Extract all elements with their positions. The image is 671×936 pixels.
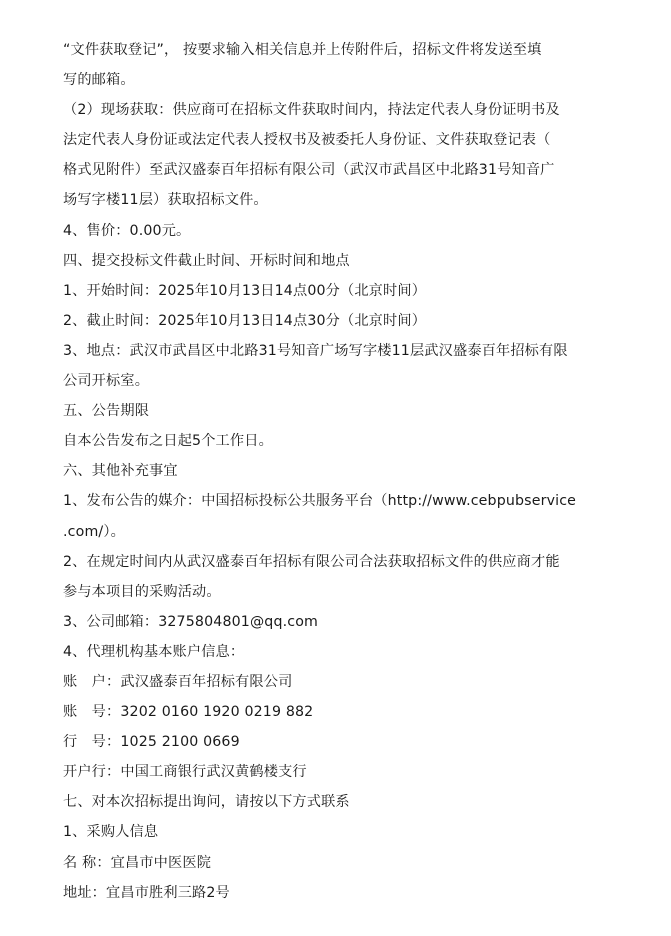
email-line: 3、公司邮箱：3275804801@qq.com: [63, 613, 319, 630]
text-line: 1、采购人信息: [63, 824, 159, 841]
section-heading: 四、提交投标文件截止时间、开标时间和地点: [63, 252, 350, 269]
text-line: 4、代理机构基本账户信息：: [63, 643, 245, 660]
purchaser-name-line: 名 称：宜昌市中医医院: [63, 854, 212, 871]
price-line: 4、售价：0.00元。: [63, 222, 191, 239]
text-line: 自本公告发布之日起5个工作日。: [63, 433, 273, 450]
purchaser-address-line: 地址：宜昌市胜利三路2号: [63, 884, 230, 901]
bank-name-line: 开户行：中国工商银行武汉黄鹤楼支行: [63, 764, 307, 781]
start-time-line: 1、开始时间：2025年10月13日14点00分（北京时间）: [63, 282, 427, 299]
text-line: .com/）。: [63, 523, 125, 540]
text-line: 法定代表人身份证或法定代表人授权书及被委托人身份证、文件获取登记表（: [63, 132, 551, 149]
bank-code-line: 行 号：1025 2100 0669: [63, 734, 240, 751]
text-line: 公司开标室。: [63, 373, 150, 390]
account-number-line: 账 号：3202 0160 1920 0219 882: [63, 704, 314, 721]
text-line: 格式见附件）至武汉盛泰百年招标有限公司（武汉市武昌区中北路31号知音广: [63, 162, 555, 179]
text-line: 参与本项目的采购活动。: [63, 583, 221, 600]
text-line: （2）现场获取：供应商可在招标文件获取时间内，持法定代表人身份证明书及: [63, 102, 560, 119]
text-line: 写的邮箱。: [63, 72, 135, 89]
deadline-line: 2、截止时间：2025年10月13日14点30分（北京时间）: [63, 312, 427, 329]
text-line: 2、在规定时间内从武汉盛泰百年招标有限公司合法获取招标文件的供应商才能: [63, 553, 560, 570]
section-heading: 六、其他补充事宜: [63, 463, 178, 480]
text-line: 场写字楼11层）获取招标文件。: [63, 192, 268, 209]
document-body: [63, 35, 623, 908]
text-line: “文件获取登记”， 按要求输入相关信息并上传附件后，招标文件将发送至填: [63, 42, 542, 58]
section-heading: 五、公告期限: [63, 403, 150, 420]
media-line: 1、发布公告的媒介：中国招标投标公共服务平台（http://www.cebpubservice: [63, 493, 577, 510]
section-heading: 七、对本次招标提出询问，请按以下方式联系: [63, 794, 350, 811]
account-name-line: 账 户：武汉盛泰百年招标有限公司: [63, 673, 293, 690]
location-line: 3、地点：武汉市武昌区中北路31号知音广场写字楼11层武汉盛泰百年招标有限: [63, 342, 568, 359]
